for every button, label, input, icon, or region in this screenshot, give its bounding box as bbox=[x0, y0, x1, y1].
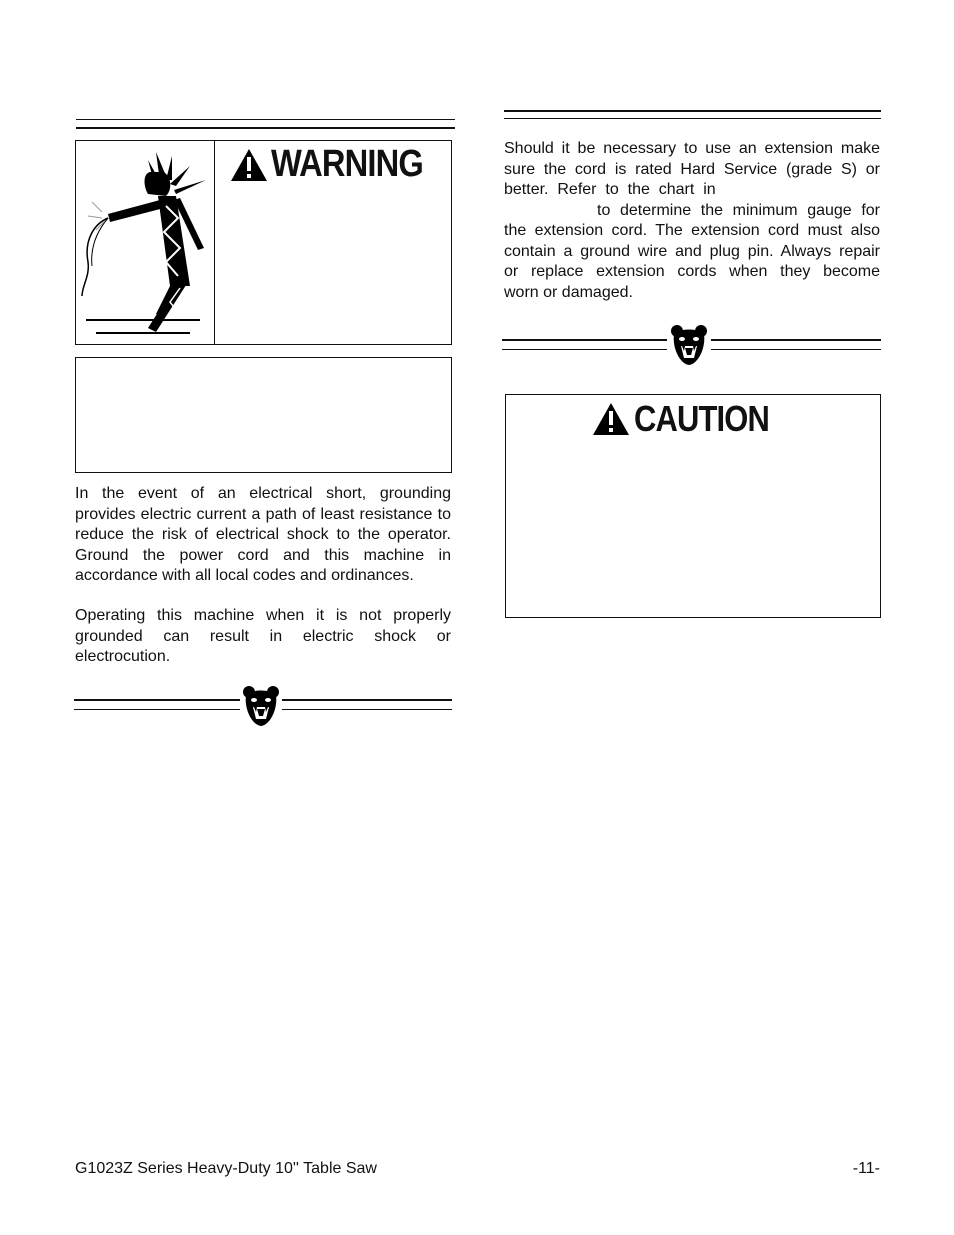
page-number: -11- bbox=[852, 1160, 880, 1177]
warning-label: WARNING bbox=[271, 143, 423, 185]
electric-shock-figure-icon bbox=[78, 150, 212, 340]
caution-label: CAUTION bbox=[634, 398, 770, 439]
right-header-rule-bottom bbox=[504, 118, 881, 119]
left-header-rule-bottom bbox=[76, 127, 455, 129]
notice-box bbox=[75, 357, 452, 473]
warning-title bbox=[229, 143, 448, 186]
footer-title: G1023Z Series Heavy-Duty 10'' Table Saw bbox=[75, 1160, 377, 1177]
operating-paragraph: Operating this machine when it is not properly grounded can result in electric shock or electrocution. bbox=[75, 607, 451, 665]
bear-logo-icon bbox=[670, 324, 708, 366]
left-header-rule-top bbox=[76, 119, 455, 120]
grounding-paragraph: In the event of an electrical short, grounding provides electric current a path of least resistance to reduce the risk of electrical shock to the operator. Ground the power cord and this machine in accordance with all local codes and ordinances. bbox=[75, 485, 451, 584]
caution-title bbox=[591, 398, 791, 440]
warning-box-divider bbox=[214, 140, 215, 345]
right-divider-rule-bottom-b bbox=[711, 349, 881, 350]
left-divider-rule-top-b bbox=[282, 699, 452, 701]
warning-triangle-icon bbox=[591, 401, 631, 437]
right-divider-rule-bottom-a bbox=[502, 349, 667, 350]
left-divider-rule-top-a bbox=[74, 699, 240, 701]
right-divider-rule-top-a bbox=[502, 339, 667, 341]
left-divider-rule-bottom-b bbox=[282, 709, 452, 710]
warning-triangle-icon bbox=[229, 147, 269, 183]
left-divider-rule-bottom-a bbox=[74, 709, 240, 710]
right-header-rule-top bbox=[504, 110, 881, 112]
right-divider-rule-top-b bbox=[711, 339, 881, 341]
bear-logo-icon bbox=[242, 685, 280, 727]
extension-paragraph: Should it be necessary to use an extension make sure the cord is rated Hard Service (grade S) or better. Refer to the chart in to determine the minimum gauge for the extension cord. The extension cord must also contain a ground wire and plug pin. Always repair or replace extension cords when they become worn or damaged. bbox=[504, 140, 880, 301]
